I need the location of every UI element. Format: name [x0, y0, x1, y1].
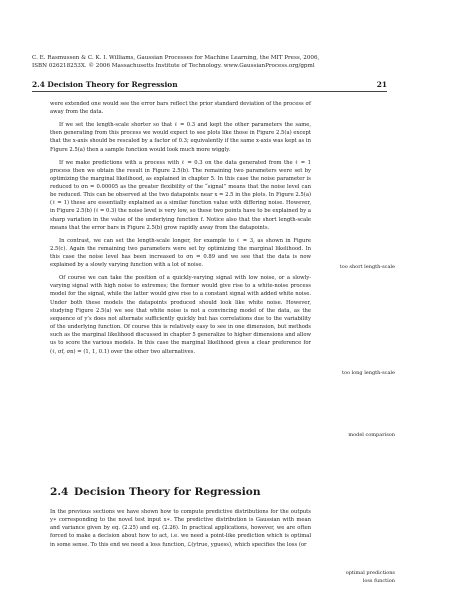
paragraph: If we set the length-scale shorter so that ℓ = 0.3 and kept the other parameters the same, then generating from this process we would expect to see plots like those in Figure 2.5(a) except that the x-axis should be rescaled by a factor of 0.3; equivalently if the same x-axis was kept as in Figure 2.5(a) then a sample function would look much more wiggly. — [50, 122, 311, 153]
running-head-title: 2.4 Decision Theory for Regression — [32, 80, 178, 89]
header-copyright-line: ISBN 026218253X. © 2006 Massachusetts Institute of Technology. www.GaussianProcess.org/gpml — [32, 63, 315, 69]
margin-note: loss function — [362, 578, 395, 584]
paragraph: If we make predictions with a process with ℓ = 0.3 on the data generated from the ℓ = 1 process then we obtain the result in Figure 2.5(b). The remaining two parameters were set by optimizing the marginal likelihood, as explained in chapter 5. In this case the noise parameter is reduced to σn = 0.00005 as the greater flexibility of the “signal” means that the noise level can be reduced. This can be observed at the two datapoints near x = 2.5 in the plots. In Figure 2.5(a) (ℓ = 1) these are essentially explained as a similar function value with differing noise. However, in Figure 2.5(b) (ℓ = 0.3) the noise level is very low, so these two points have to be explained by a sharp variation in the value of the underlying function f. Notice also that the short length-scale means that the error bars in Figure 2.5(b) grow rapidly away from the datapoints. — [50, 159, 311, 231]
margin-note: too long length-scale — [341, 370, 395, 376]
margin-note: model comparison — [348, 432, 395, 438]
margin-note: optimal predictions — [345, 570, 395, 576]
section-heading — [50, 486, 350, 498]
section-number: 2.4 — [50, 486, 69, 498]
margin-note: too short length-scale — [339, 264, 395, 270]
header-rule — [32, 91, 387, 92]
paragraph: In the previous sections we have shown how to compute predictive distributions for the outputs y∗ corresponding to the novel test input x∗. The predictive distribution is Gaussian with mean and variance given by eq. (2.25) and eq. (2.26). In practical applications, however, we are often forced to make a decision about how to act, i.e. we need a point-like prediction which is optimal in some sense. To this end we need a loss function, ℒ(ytrue, yguess), which specifies the loss (or — [50, 509, 311, 548]
page-header — [32, 54, 437, 70]
paragraph: were extended one would see the error bars reflect the prior standard deviation of the process σf away from the data. — [50, 101, 311, 116]
section-body-text — [50, 508, 311, 554]
section-title: Decision Theory for Regression — [74, 486, 261, 498]
header-citation-line: C. E. Rasmussen & C. K. I. Williams, Gaussian Processes for Machine Learning, the MIT Press, 2006, — [32, 55, 320, 61]
paragraph: Of course we can take the position of a quickly-varying signal with low noise, or a slowly-varying signal with high noise to extremes; the former would give rise to a white-noise process model for the signal, while the latter would give rise to a constant signal with added white noise. Under both these models the datapoints produced should look like white noise. However, studying Figure 2.5(a) we see that white noise is not a convincing model of the data, as the sequence of y’s does not alternate sufficiently quickly but has correlations due to the variability of the underlying function. Of course this is relatively easy to see in one dimension, but methods such as the marginal likelihood discussed in chapter 5 generalize to higher dimensions and allow us to score the various models. In this case the marginal likelihood gives a clear preference for (ℓ, σf, σn) = (1, 1, 0.1) over the other two alternatives. — [50, 275, 311, 355]
running-head — [32, 80, 387, 89]
paragraph: In contrast, we can set the length-scale longer, for example to ℓ = 3, as shown in Figure 2.5(c). Again the remaining two parameters were set by optimizing the marginal likelihood. In this case the noise level has been increased to σn = 0.89 and we see that the data is now explained by a slowly varying function with a lot of noise. — [50, 237, 311, 269]
body-text — [50, 100, 311, 361]
page-number: 21 — [376, 80, 387, 89]
